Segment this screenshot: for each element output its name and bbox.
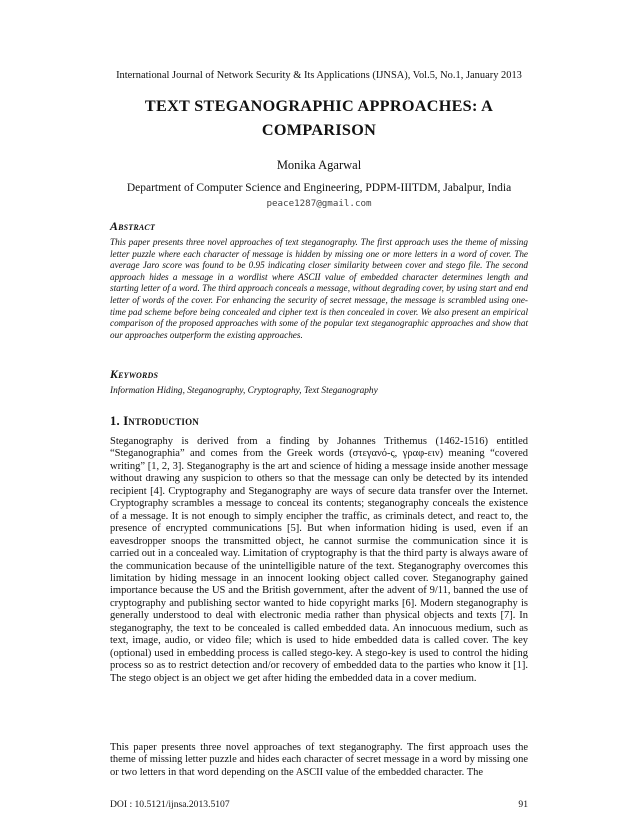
author-email: peace1287@gmail.com bbox=[266, 198, 372, 209]
footer-doi: DOI : 10.5121/ijnsa.2013.5107 bbox=[110, 799, 230, 810]
journal-header: International Journal of Network Security & Its Applications (IJNSA), Vol.5, No.1, January 2013 bbox=[116, 70, 522, 81]
author-name: Monika Agarwal bbox=[276, 158, 362, 172]
footer-page-number: 91 bbox=[518, 799, 528, 810]
keywords-text: Information Hiding, Steganography, Cryptography, Text Steganography bbox=[110, 386, 378, 396]
author-affiliation: Department of Computer Science and Engineering, PDPM-IIITDM, Jabalpur, India bbox=[126, 182, 512, 194]
paper-title: TEXT STEGANOGRAPHIC APPROACHES: A COMPARISON bbox=[144, 97, 494, 139]
introduction-paragraph-2: This paper presents three novel approaches of text steganography. The first approach uses the theme of missing letter puzzle and hides each character of secret message in a word by missing one or two letters in that word depending on the ASCII value of the embedded character. The bbox=[110, 742, 528, 778]
keywords-heading: Keywords bbox=[110, 367, 159, 381]
abstract-heading: Abstract bbox=[110, 219, 156, 233]
introduction-heading: 1. Introduction bbox=[110, 414, 200, 428]
abstract-text: This paper presents three novel approaches of text steganography. The first approach uses the theme of missing letter puzzle where each character of message is hidden by missing one or more letters in a word of cover. The average Jaro score was found to be 0.95 indicating closer similarity between cover and stego file. The second approach hides a message in a wordlist where ASCII value of embedded character determines length and starting letter of a word. The third approach conceals a message, without degrading cover, by using start and end letter of words of the cover. For enhancing the security of secret message, the message is scrambled using one-time pad scheme before being concealed and cipher text is then concealed in cover. We also present an empirical comparison of the proposed approaches with some of the popular text steganographic approaches and show that our approaches outperform the existing approaches. bbox=[110, 237, 528, 340]
introduction-paragraph-1: Steganography is derived from a finding by Johannes Trithemus (1462-1516) entitled “Steganographia” and comes from the Greek words (στεγανό-ς, γραφ-ειν) meaning “covered writing” [1, 2, 3]. Steganography is the art and science of hiding a message inside another message without drawing any suspicion to others so that the message can only be detected by its intended recipient [4]. Cryptography and Steganography are ways of secure data transfer over the Internet. Cryptography scrambles a message to conceal its contents; steganography conceals the existence of a message. It is not enough to simply encipher the traffic, as criminals detect, and react to, the presence of encrypted communications [5]. But when information hiding is used, even if an eavesdropper snoops the transmitted object, he cannot surmise the communication since it is carried out in a concealed way. Limitation of cryptography is that the third party is always aware of the communication because of the unintelligible nature of the text. Steganography overcomes this limitation by hiding message in an innocent looking object called cover. Steganography gained importance because the US and the British government, after the advent of 9/11, banned the use of cryptography and publishing sector wanted to hide copyright marks [6]. Modern steganography is generally understood to deal with electronic media rather than physical objects and texts [7]. In steganography, the text to be concealed is called embedded data. An innocuous medium, such as text, image, audio, or video file; which is used to hide embedded data is called cover. The key (optional) used in embedding process is called stego-key. A stego-key is used to control the hiding process so as to restrict detection and/or recovery of embedded data to the parties who know it [1]. The stego object is an object we get after hiding the embedded data in a cover medium. bbox=[110, 436, 528, 684]
